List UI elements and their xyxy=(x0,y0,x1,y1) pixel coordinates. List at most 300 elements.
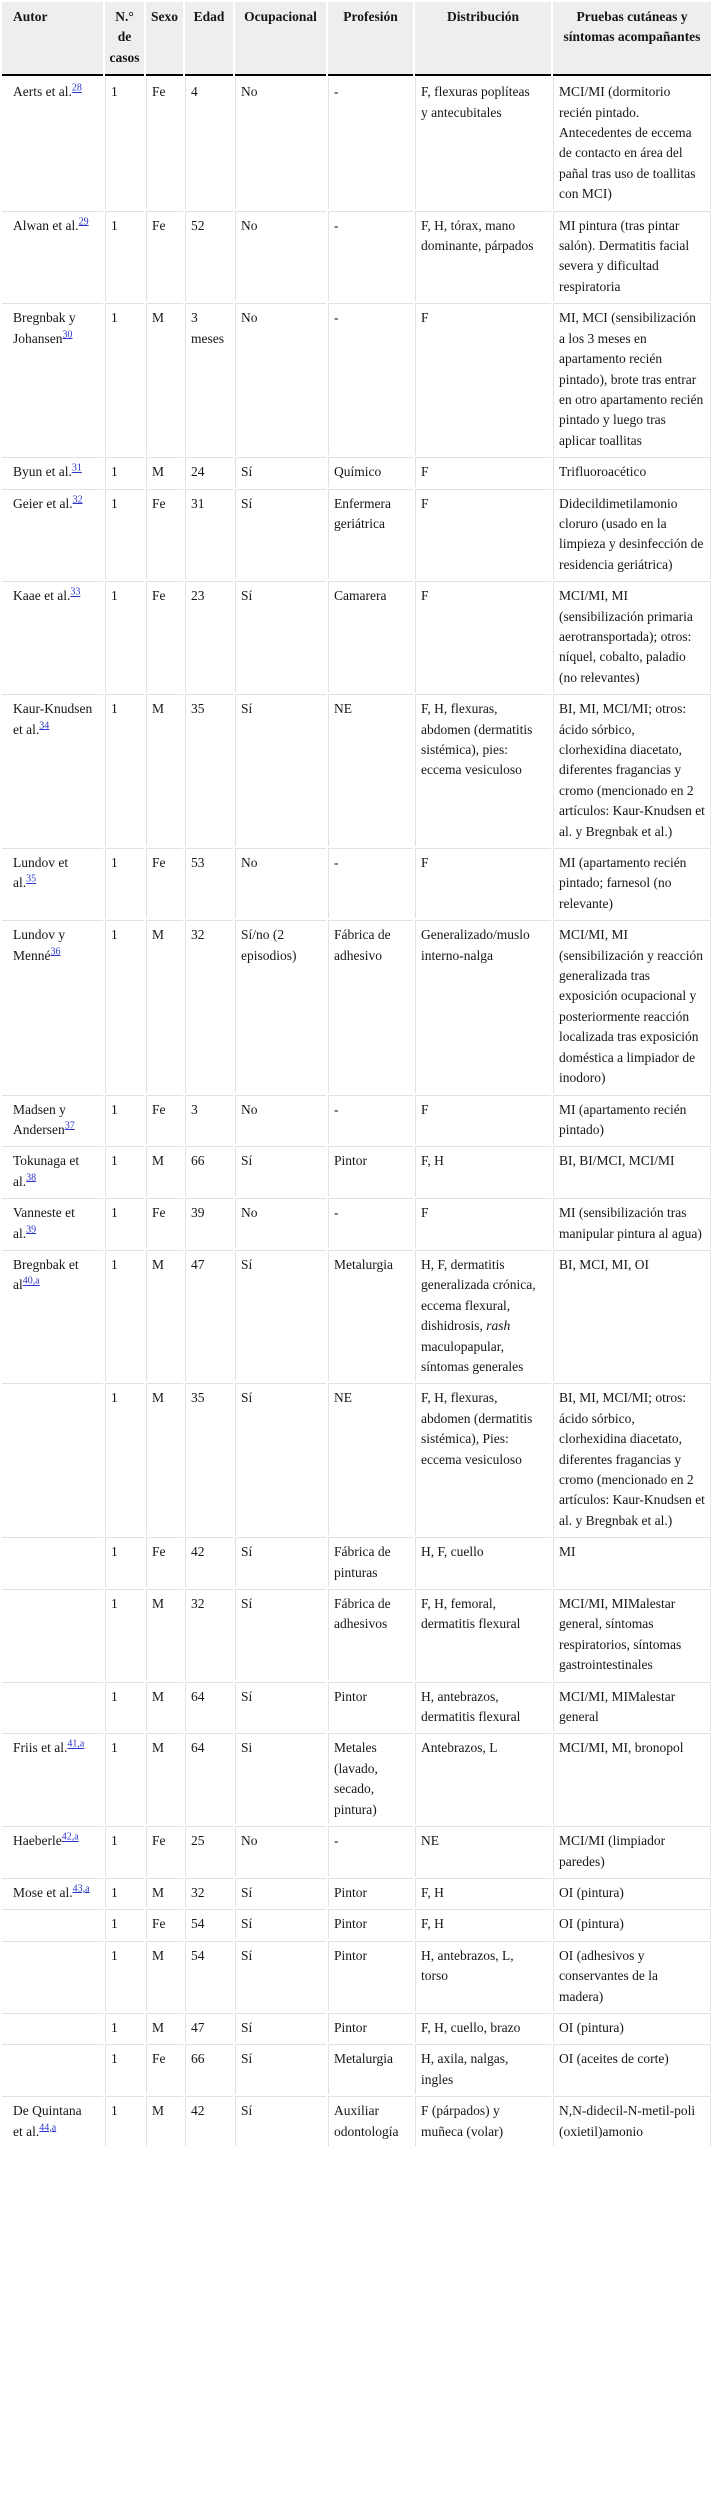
cell-sexo xyxy=(146,211,183,302)
cell-sexo-text: M xyxy=(152,1740,165,1756)
cell-profesion xyxy=(328,457,413,486)
cell-ocupacional-text: No xyxy=(241,1833,258,1849)
cell-distribucion xyxy=(415,2044,551,2094)
cell-profesion-text: Pintor xyxy=(334,1916,368,1932)
author-text: Mose et al. xyxy=(13,1884,73,1900)
cell-ocupacional-text: Sí xyxy=(241,1256,253,1272)
reference-link[interactable]: 42,a xyxy=(61,1831,79,1843)
cell-n-casos xyxy=(105,1733,144,1824)
cell-profesion xyxy=(328,2096,413,2146)
cell-profesion-text: Camarera xyxy=(334,588,387,604)
cell-author xyxy=(2,1733,103,1824)
col-header-sexo: Sexo xyxy=(146,2,183,76)
pruebas-text: OI (aceites de corte) xyxy=(559,2051,669,2067)
reference-superscript xyxy=(51,946,61,957)
cell-sexo xyxy=(146,1589,183,1680)
cell-n-casos xyxy=(105,1198,144,1248)
cell-n-casos-text: 1 xyxy=(111,1101,118,1117)
cell-sexo xyxy=(146,848,183,918)
cell-profesion xyxy=(328,1682,413,1732)
author-text: Friis et al. xyxy=(13,1740,68,1756)
cell-profesion xyxy=(328,694,413,846)
table-row xyxy=(2,78,711,208)
cell-pruebas xyxy=(553,1383,711,1535)
cell-edad xyxy=(185,694,233,846)
cell-ocupacional xyxy=(235,848,326,918)
cell-distribucion xyxy=(415,1733,551,1824)
cell-pruebas xyxy=(553,303,711,455)
cell-sexo-text: M xyxy=(152,1390,165,1406)
cell-ocupacional-text: Sí xyxy=(241,2103,253,2119)
cell-edad-text: 66 xyxy=(191,1153,205,1169)
reference-link[interactable]: 39 xyxy=(26,1224,37,1236)
cell-distribucion xyxy=(415,1095,551,1145)
cell-pruebas xyxy=(553,2096,711,2146)
pruebas-text: BI, MI, MCI/MI; otros: ácido sórbico, clorhexidina diacetato, diferentes fragancias y cromo (mencionado en 2 artículos: Kaur-Knudsen et al. y Bregnbak et al.) xyxy=(559,701,705,839)
reference-link[interactable]: 43,a xyxy=(72,1883,90,1895)
cell-n-casos xyxy=(105,1250,144,1381)
cell-ocupacional xyxy=(235,1198,326,1248)
cell-ocupacional-text: Sí xyxy=(241,1884,253,1900)
reference-superscript xyxy=(72,83,82,94)
cell-n-casos xyxy=(105,1878,144,1907)
table-row xyxy=(2,457,711,486)
cell-sexo-text: M xyxy=(152,1884,165,1900)
cell-ocupacional-text: Sí xyxy=(241,1153,253,1169)
cell-ocupacional xyxy=(235,1941,326,2011)
cell-sexo xyxy=(146,1537,183,1587)
author-text: Aerts et al. xyxy=(13,84,72,100)
cell-profesion-text: Químico xyxy=(334,464,382,480)
cell-ocupacional-text: No xyxy=(241,1101,258,1117)
cell-distribucion xyxy=(415,2013,551,2042)
cell-profesion-text: - xyxy=(334,1205,339,1221)
reference-link[interactable]: 35 xyxy=(26,873,37,885)
cell-profesion-text: Pintor xyxy=(334,1153,368,1169)
cell-author xyxy=(2,1941,103,2011)
distribucion-text: NE xyxy=(421,1833,439,1849)
cell-distribucion xyxy=(415,303,551,455)
cell-n-casos-text: 1 xyxy=(111,1596,118,1612)
cell-ocupacional-text: Sí xyxy=(241,701,253,717)
cell-n-casos-text: 1 xyxy=(111,855,118,871)
cell-sexo xyxy=(146,78,183,208)
cell-n-casos-text: 1 xyxy=(111,2103,118,2119)
cell-n-casos-text: 1 xyxy=(111,217,118,233)
author-text: Kaae et al. xyxy=(13,588,71,604)
cell-pruebas xyxy=(553,1682,711,1732)
distribucion-text: F, H xyxy=(421,1153,444,1169)
reference-superscript xyxy=(23,1276,40,1287)
distribucion-text: F xyxy=(421,855,429,871)
cell-n-casos xyxy=(105,1826,144,1876)
pruebas-text: OI (adhesivos y conservantes de la madera) xyxy=(559,1947,658,2004)
author-text: Alwan et al. xyxy=(13,217,79,233)
cell-profesion-text: - xyxy=(334,1101,339,1117)
cell-n-casos-text: 1 xyxy=(111,464,118,480)
table-row xyxy=(2,1250,711,1381)
table-row xyxy=(2,1383,711,1535)
cell-ocupacional xyxy=(235,1537,326,1587)
pruebas-text: MCI/MI, MIMalestar general xyxy=(559,1688,676,1725)
cell-edad xyxy=(185,1733,233,1824)
distribucion-text: H, axila, nalgas, ingles xyxy=(421,2051,509,2087)
cell-distribucion xyxy=(415,1250,551,1381)
author-text: Bregnbak et al xyxy=(13,1256,79,1293)
cell-profesion-text: Pintor xyxy=(334,1947,368,1963)
cell-profesion-text: Pintor xyxy=(334,1884,368,1900)
cell-sexo xyxy=(146,1826,183,1876)
cell-distribucion xyxy=(415,1198,551,1248)
table-row xyxy=(2,489,711,580)
cell-sexo xyxy=(146,2013,183,2042)
cell-n-casos-text: 1 xyxy=(111,1153,118,1169)
author-text: Byun et al. xyxy=(13,464,72,480)
cell-profesion xyxy=(328,581,413,692)
cell-ocupacional-text: No xyxy=(241,855,258,871)
cell-distribucion xyxy=(415,694,551,846)
cell-ocupacional-text: Si xyxy=(241,1740,253,1756)
distribucion-text: F, H, flexuras, abdomen (dermatitis sistémica), pies: eccema vesiculoso xyxy=(421,701,533,778)
cell-edad xyxy=(185,581,233,692)
cell-edad-text: 47 xyxy=(191,1256,205,1272)
cell-ocupacional xyxy=(235,2096,326,2146)
cell-profesion xyxy=(328,78,413,208)
cell-profesion xyxy=(328,1250,413,1381)
cell-sexo-text: M xyxy=(152,310,165,326)
cell-sexo xyxy=(146,2096,183,2146)
cell-pruebas xyxy=(553,1095,711,1145)
cell-author xyxy=(2,211,103,302)
cell-profesion xyxy=(328,1878,413,1907)
cell-sexo xyxy=(146,1941,183,2011)
reference-link[interactable]: 34 xyxy=(39,720,50,732)
cell-edad xyxy=(185,2013,233,2042)
table-body xyxy=(2,78,711,2146)
pruebas-text: MI (apartamento recién pintado; farnesol (no relevante) xyxy=(559,855,687,911)
cell-ocupacional-text: Sí xyxy=(241,1688,253,1704)
cell-profesion-text: Fábrica de adhesivo xyxy=(334,927,391,963)
cell-pruebas xyxy=(553,1250,711,1381)
cell-profesion xyxy=(328,1095,413,1145)
reference-superscript xyxy=(26,1172,36,1183)
cell-author xyxy=(2,1095,103,1145)
author-text: Lundov y Menné xyxy=(13,927,66,963)
reference-link[interactable]: 31 xyxy=(71,462,82,474)
table-row xyxy=(2,2044,711,2094)
cell-distribucion xyxy=(415,1826,551,1876)
cell-pruebas xyxy=(553,1826,711,1876)
author-text: Madsen y Andersen xyxy=(13,1101,66,1137)
cell-sexo-text: Fe xyxy=(152,588,166,604)
cell-n-casos xyxy=(105,1682,144,1732)
cell-n-casos-text: 1 xyxy=(111,1947,118,1963)
cell-ocupacional xyxy=(235,1682,326,1732)
cell-pruebas xyxy=(553,2013,711,2042)
pruebas-text: MI pintura (tras pintar salón). Dermatitis facial severa y dificultad respiratoria xyxy=(559,217,690,294)
reference-superscript xyxy=(63,329,73,340)
cell-edad-text: 31 xyxy=(191,495,205,511)
cell-pruebas xyxy=(553,78,711,208)
reference-link[interactable]: 30 xyxy=(62,329,73,341)
cell-profesion xyxy=(328,1146,413,1196)
cell-sexo-text: Fe xyxy=(152,1916,166,1932)
distribucion-text: F xyxy=(421,495,429,511)
cell-author xyxy=(2,1682,103,1732)
cell-n-casos-text: 1 xyxy=(111,927,118,943)
distribucion-text: F xyxy=(421,310,429,326)
cell-ocupacional-text: No xyxy=(241,1205,258,1221)
author-text: Vanneste et al. xyxy=(13,1205,75,1241)
cell-edad xyxy=(185,489,233,580)
cell-n-casos-text: 1 xyxy=(111,1833,118,1849)
cell-edad xyxy=(185,1826,233,1876)
cell-sexo-text: M xyxy=(152,2019,165,2035)
cell-edad-text: 35 xyxy=(191,701,205,717)
table-row xyxy=(2,1537,711,1587)
cell-ocupacional xyxy=(235,1733,326,1824)
cell-sexo xyxy=(146,303,183,455)
cell-profesion-text: - xyxy=(334,217,339,233)
table-row xyxy=(2,2013,711,2042)
cell-edad-text: 66 xyxy=(191,2051,205,2067)
cell-profesion xyxy=(328,1383,413,1535)
pruebas-text: MCI/MI, MI, bronopol xyxy=(559,1740,684,1756)
reference-link[interactable]: 28 xyxy=(71,82,82,94)
cell-n-casos xyxy=(105,1909,144,1938)
cell-sexo-text: Fe xyxy=(152,1833,166,1849)
cell-distribucion xyxy=(415,78,551,208)
cell-author xyxy=(2,1909,103,1938)
cell-pruebas xyxy=(553,1941,711,2011)
cell-distribucion xyxy=(415,2096,551,2146)
cell-profesion-text: Fábrica de adhesivos xyxy=(334,1596,391,1632)
distribucion-text: F xyxy=(421,464,429,480)
reference-link[interactable]: 37 xyxy=(64,1120,75,1132)
cell-n-casos-text: 1 xyxy=(111,1205,118,1221)
cell-n-casos-text: 1 xyxy=(111,310,118,326)
cell-edad-text: 54 xyxy=(191,1947,205,1963)
reference-superscript xyxy=(39,720,49,731)
reference-link[interactable]: 40,a xyxy=(22,1275,40,1287)
reference-superscript xyxy=(70,587,80,598)
reference-link[interactable]: 33 xyxy=(70,586,81,598)
table-row xyxy=(2,1909,711,1938)
cell-profesion-text: NE xyxy=(334,701,352,717)
cell-sexo xyxy=(146,1146,183,1196)
cell-sexo-text: Fe xyxy=(152,495,166,511)
cell-sexo-text: Fe xyxy=(152,217,166,233)
table-row xyxy=(2,1941,711,2011)
cell-profesion xyxy=(328,1909,413,1938)
pruebas-text: MCI/MI, MI (sensibilización y reacción generalizada tras exposición ocupacional y posteriormente reacción localizada tras exposición doméstica a limpiador de inodoro) xyxy=(559,927,703,1086)
reference-link[interactable]: 29 xyxy=(78,216,89,228)
cell-distribucion xyxy=(415,1146,551,1196)
distribucion-text: F (párpados) y muñeca (volar) xyxy=(421,2103,504,2139)
cell-edad-text: 35 xyxy=(191,1390,205,1406)
cell-ocupacional-text: No xyxy=(241,217,258,233)
cell-profesion-text: Metales (lavado, secado, pintura) xyxy=(334,1740,378,1817)
cell-edad-text: 64 xyxy=(191,1688,205,1704)
cell-edad-text: 53 xyxy=(191,855,205,871)
cell-pruebas xyxy=(553,920,711,1092)
cell-ocupacional xyxy=(235,211,326,302)
cell-pruebas xyxy=(553,694,711,846)
cell-ocupacional xyxy=(235,2013,326,2042)
author-text: De Quintana et al. xyxy=(13,2103,82,2139)
cell-sexo-text: M xyxy=(152,701,165,717)
cell-author xyxy=(2,303,103,455)
cell-distribucion xyxy=(415,1537,551,1587)
cell-sexo xyxy=(146,920,183,1092)
distribucion-text: F, flexuras poplíteas y antecubitales xyxy=(421,84,530,120)
cell-edad xyxy=(185,303,233,455)
cell-n-casos xyxy=(105,1383,144,1535)
cell-distribucion xyxy=(415,1909,551,1938)
distribucion-text: H, F, dermatitis generalizada crónica, eccema flexural, dishidrosis, xyxy=(421,1256,536,1334)
cell-distribucion xyxy=(415,1682,551,1732)
distribucion-text: Generalizado/muslo interno-nalga xyxy=(421,927,530,963)
cell-n-casos-text: 1 xyxy=(111,84,118,100)
cell-n-casos xyxy=(105,2096,144,2146)
cell-n-casos-text: 1 xyxy=(111,2051,118,2067)
pruebas-text: OI (pintura) xyxy=(559,1916,624,1932)
cell-n-casos-text: 1 xyxy=(111,495,118,511)
cell-edad-text: 42 xyxy=(191,1544,205,1560)
cell-ocupacional-text: Sí xyxy=(241,1390,253,1406)
reference-link[interactable]: 38 xyxy=(26,1172,37,1184)
cell-n-casos xyxy=(105,920,144,1092)
distribucion-text: F xyxy=(421,1205,429,1221)
cell-pruebas xyxy=(553,2044,711,2094)
cell-author xyxy=(2,1537,103,1587)
cell-profesion-text: NE xyxy=(334,1390,352,1406)
distribucion-text: F xyxy=(421,1101,429,1117)
cell-ocupacional xyxy=(235,581,326,692)
cell-author xyxy=(2,2044,103,2094)
cell-ocupacional-text: No xyxy=(241,310,258,326)
cell-ocupacional-text: Sí xyxy=(241,1544,253,1560)
cell-pruebas xyxy=(553,848,711,918)
cell-n-casos-text: 1 xyxy=(111,1544,118,1560)
cell-edad-text: 4 xyxy=(191,84,198,100)
cell-n-casos xyxy=(105,1146,144,1196)
cell-profesion xyxy=(328,303,413,455)
cell-edad xyxy=(185,1537,233,1587)
cell-ocupacional-text: Sí xyxy=(241,1947,253,1963)
cell-edad-text: 39 xyxy=(191,1205,205,1221)
cell-pruebas xyxy=(553,581,711,692)
reference-superscript xyxy=(26,1224,36,1235)
cell-edad-text: 32 xyxy=(191,1596,205,1612)
reference-superscript xyxy=(67,1739,84,1750)
cell-n-casos-text: 1 xyxy=(111,1256,118,1272)
cell-profesion xyxy=(328,1537,413,1587)
cell-distribucion xyxy=(415,1941,551,2011)
col-header-pruebas: Pruebas cutáneas y síntomas acompañantes xyxy=(553,2,711,76)
distribucion-text: F, H xyxy=(421,1916,444,1932)
cell-ocupacional xyxy=(235,1095,326,1145)
cell-profesion xyxy=(328,2013,413,2042)
reference-link[interactable]: 44,a xyxy=(39,2122,57,2134)
cell-sexo xyxy=(146,1383,183,1535)
cell-author xyxy=(2,78,103,208)
cell-edad xyxy=(185,457,233,486)
cell-edad xyxy=(185,1941,233,2011)
cell-pruebas xyxy=(553,457,711,486)
cell-sexo xyxy=(146,1198,183,1248)
cell-sexo-text: Fe xyxy=(152,1101,166,1117)
cell-ocupacional xyxy=(235,1383,326,1535)
cell-edad xyxy=(185,78,233,208)
distribucion-text: Antebrazos, L xyxy=(421,1740,498,1756)
table-row xyxy=(2,1095,711,1145)
cell-profesion-text: Metalurgia xyxy=(334,2051,393,2067)
reference-link[interactable]: 41,a xyxy=(67,1738,85,1750)
reference-link[interactable]: 36 xyxy=(50,946,61,958)
cell-n-casos xyxy=(105,2044,144,2094)
table-row xyxy=(2,694,711,846)
table-row xyxy=(2,1682,711,1732)
reference-superscript xyxy=(73,494,83,505)
cell-edad-text: 54 xyxy=(191,1916,205,1932)
cell-profesion-text: Auxiliar odontología xyxy=(334,2103,399,2139)
reference-link[interactable]: 32 xyxy=(72,494,83,506)
cell-sexo-text: Fe xyxy=(152,2051,166,2067)
pruebas-text: N,N-didecil-N-metil-poli (oxietil)amonio xyxy=(559,2103,696,2139)
pruebas-text: MI xyxy=(559,1544,576,1560)
cell-profesion xyxy=(328,2044,413,2094)
cell-edad-text: 47 xyxy=(191,2019,205,2035)
cell-profesion-text: - xyxy=(334,84,339,100)
distribucion-text: H, antebrazos, L, torso xyxy=(421,1947,514,1984)
cell-n-casos xyxy=(105,489,144,580)
cell-profesion-text: - xyxy=(334,310,339,326)
pruebas-text: BI, BI/MCI, MCI/MI xyxy=(559,1153,675,1169)
cell-n-casos xyxy=(105,303,144,455)
cell-sexo-text: M xyxy=(152,464,165,480)
col-header-ocupacional: Ocupacional xyxy=(235,2,326,76)
cell-sexo-text: M xyxy=(152,1596,165,1612)
cell-edad xyxy=(185,1909,233,1938)
cell-edad-text: 64 xyxy=(191,1740,205,1756)
cell-sexo xyxy=(146,2044,183,2094)
cell-edad xyxy=(185,1250,233,1381)
cell-pruebas xyxy=(553,1146,711,1196)
cell-edad xyxy=(185,1682,233,1732)
cell-sexo xyxy=(146,457,183,486)
author-text: Kaur-Knudsen et al. xyxy=(13,701,93,737)
cell-ocupacional-text: Sí xyxy=(241,588,253,604)
pruebas-text: OI (pintura) xyxy=(559,1884,624,1900)
cell-author xyxy=(2,2013,103,2042)
table-row xyxy=(2,920,711,1092)
cell-edad-text: 3 meses xyxy=(191,310,224,346)
reference-superscript xyxy=(79,216,89,227)
cell-n-casos-text: 1 xyxy=(111,588,118,604)
cell-author xyxy=(2,1383,103,1535)
cell-distribucion xyxy=(415,1383,551,1535)
table-row xyxy=(2,1826,711,1876)
cell-sexo-text: M xyxy=(152,927,165,943)
reference-superscript xyxy=(62,1832,79,1843)
cell-edad xyxy=(185,848,233,918)
distribucion-text: H, antebrazos, dermatitis flexural xyxy=(421,1688,521,1725)
cell-n-casos xyxy=(105,2013,144,2042)
distribucion-text: F, H, cuello, brazo xyxy=(421,2019,521,2035)
cell-author xyxy=(2,1250,103,1381)
cell-edad-text: 52 xyxy=(191,217,205,233)
